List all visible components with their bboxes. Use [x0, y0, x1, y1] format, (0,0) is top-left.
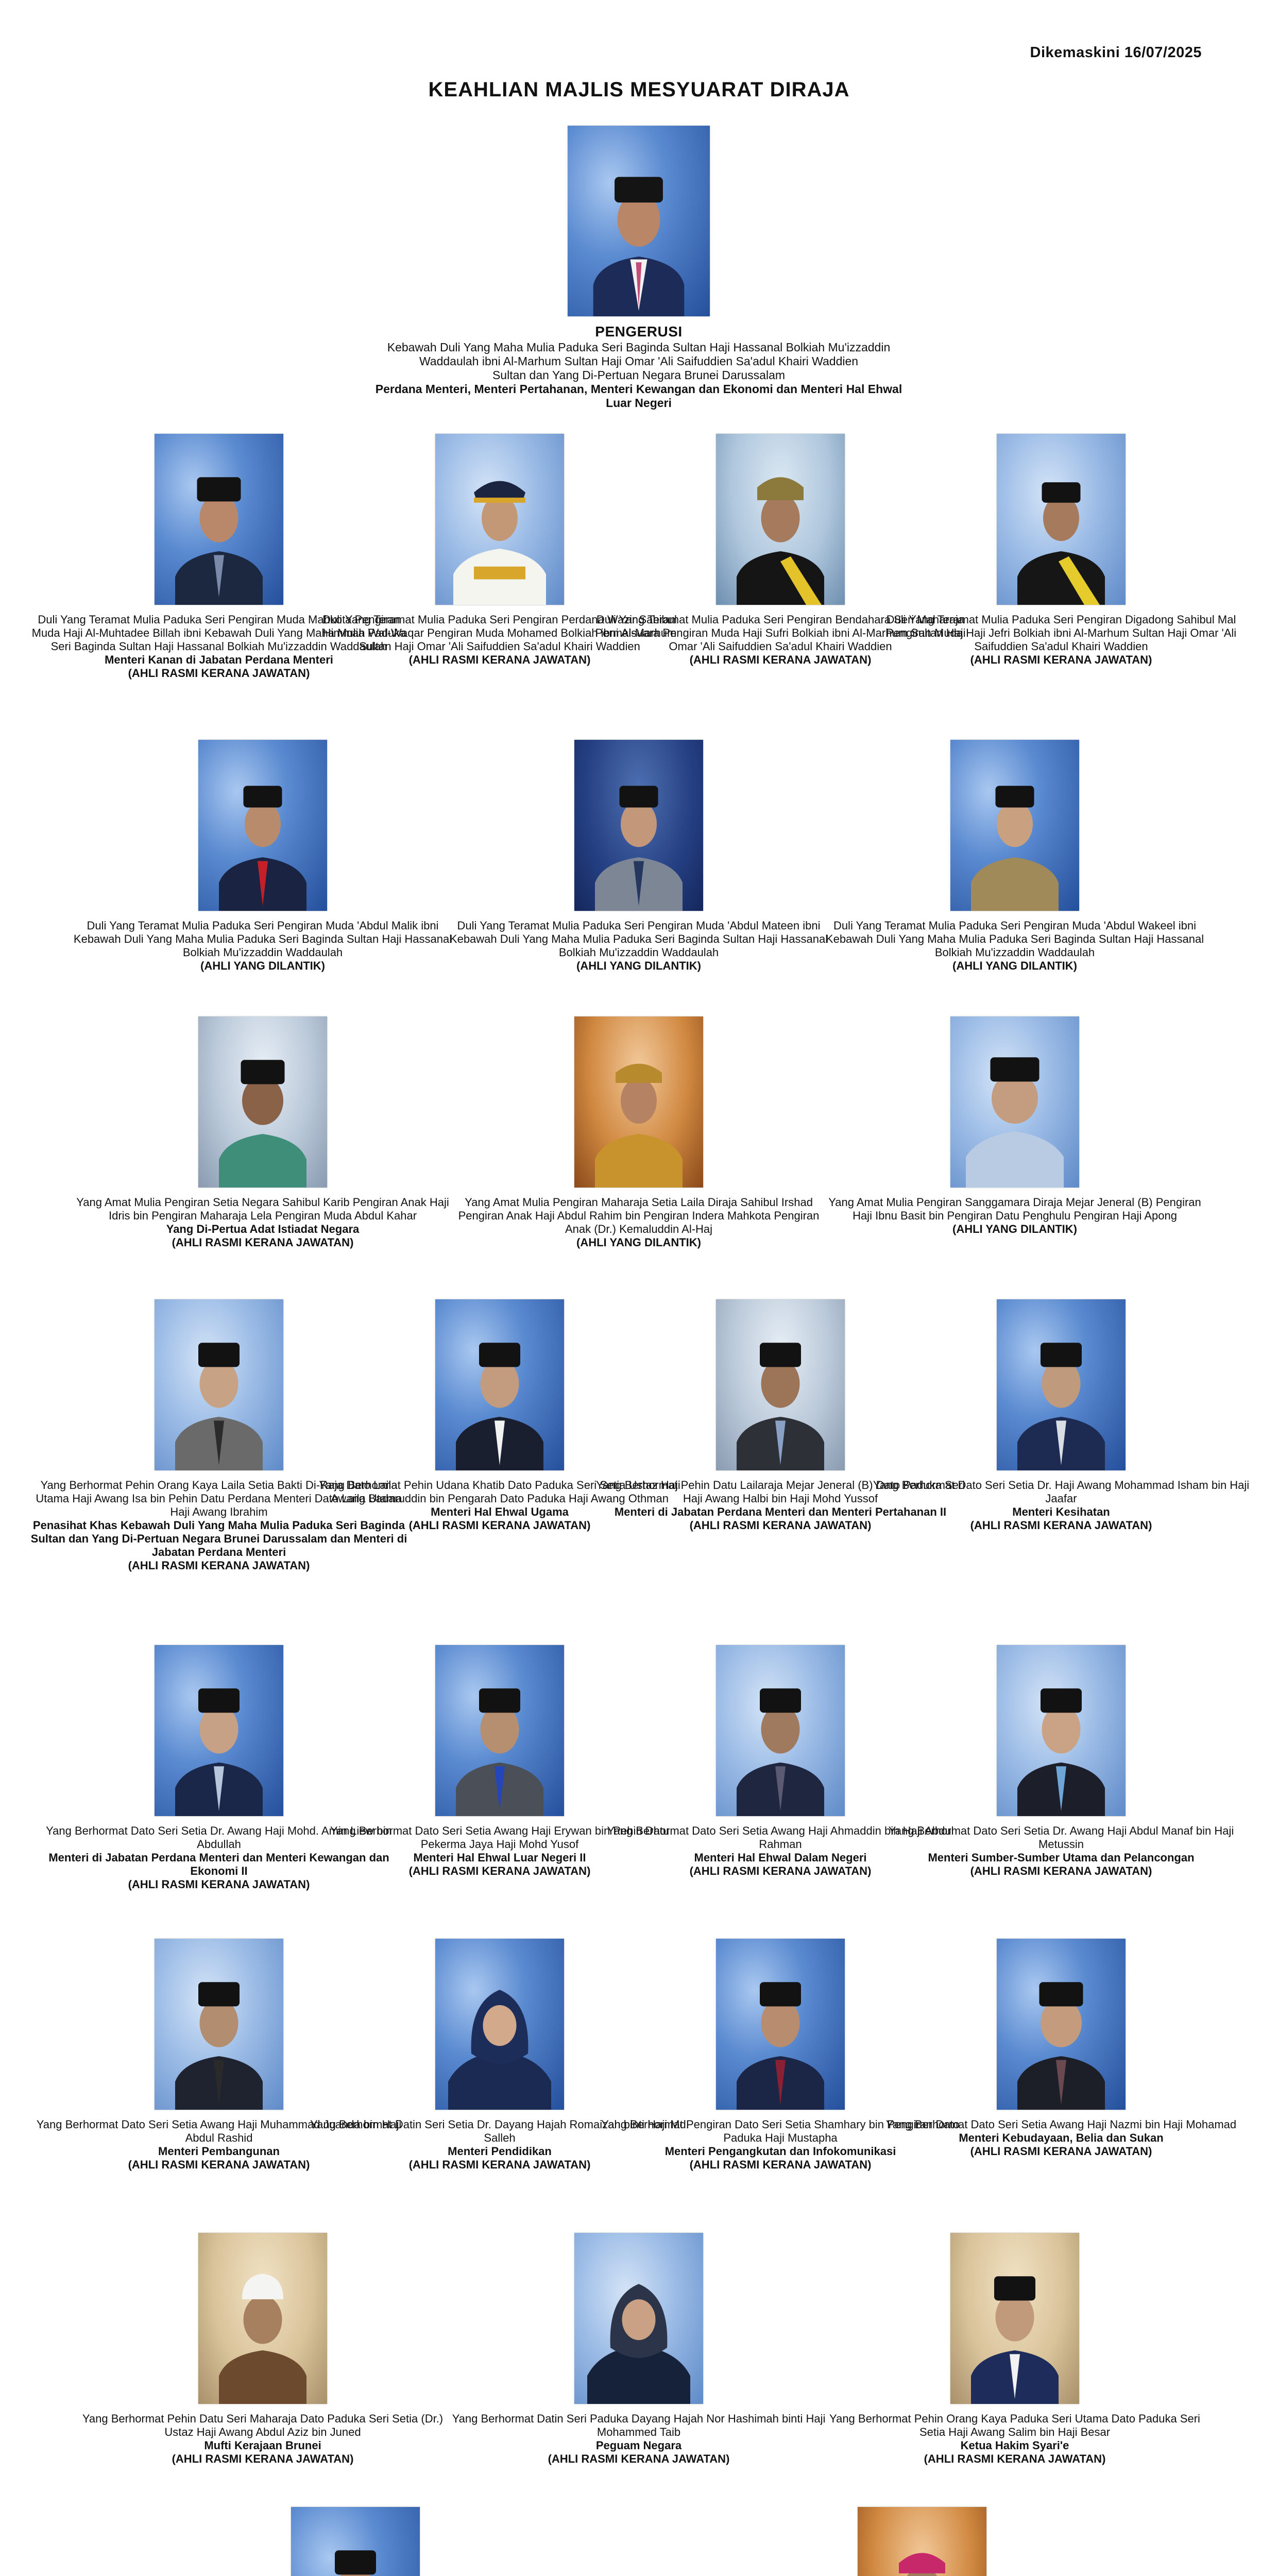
member-name: Yang Berhormat Dato Seri Setia Awang Haji Erywan bin Pehin Datu Pekerma Jaya Haji Mohd Yusof — [330, 1824, 670, 1851]
member-portrait — [950, 1016, 1079, 1188]
member-portrait — [997, 1645, 1126, 1816]
member-portrait — [435, 434, 564, 605]
member-name: Duli Yang Teramat Mulia Paduka Seri Pengiran Muda Mahkota Pengiran Muda Haji Al-Muhtadee Billah ibni Kebawah Duli Yang Maha Mulia Paduka Seri Baginda Sultan Haji Hassanal Bolkiah Mu'izzaddin Waddaulah — [31, 613, 406, 653]
member-portrait — [198, 1016, 327, 1188]
member-portrait — [574, 740, 703, 911]
member-status: (AHLI RASMI KERANA JAWATAN) — [128, 2158, 310, 2171]
member-portrait — [435, 1299, 564, 1470]
member-portrait — [435, 1939, 564, 2110]
last-updated-date: Dikemaskini 16/07/2025 — [1030, 44, 1202, 61]
member-status: (AHLI RASMI KERANA JAWATAN) — [689, 653, 872, 666]
member-card — [448, 2233, 829, 2466]
member-card — [871, 434, 1252, 667]
member-card — [448, 740, 829, 973]
member-name: Yang Amat Mulia Pengiran Sanggamara Diraja Mejar Jeneral (B) Pengiran Haji Ibnu Basit bin Pengiran Datu Penghulu Pengiran Haji Apong — [828, 1196, 1201, 1222]
member-post: Menteri Pendidikan — [448, 2145, 552, 2158]
chair-name-line: Sultan dan Yang Di-Pertuan Negara Brunei Darussalam — [492, 368, 786, 382]
member-status: (AHLI RASMI KERANA JAWATAN) — [970, 653, 1152, 666]
member-post: Menteri Hal Ehwal Dalam Negeri — [694, 1851, 867, 1864]
member-post: Penasihat Khas Kebawah Duli Yang Maha Mulia Paduka Seri Baginda Sultan dan Yang Di-Pertuan Negara Brunei Darussalam dan Menteri di Jabatan Perdana Menteri — [30, 1519, 407, 1558]
member-status: (AHLI RASMI KERANA JAWATAN) — [689, 1519, 872, 1532]
member-portrait — [716, 1299, 845, 1470]
member-post: Ketua Hakim Syari'e — [960, 2439, 1069, 2452]
member-name: Yang Berhormat Dato Seri Setia Awang Haji Ahmaddin bin Haji Abdul Rahman — [607, 1824, 954, 1851]
member-post: Mufti Kerajaan Brunei — [204, 2439, 321, 2452]
member-card — [72, 1016, 453, 1249]
member-portrait — [950, 740, 1079, 911]
member-portrait — [997, 1939, 1126, 2110]
member-card — [448, 1016, 829, 1249]
member-status: (AHLI RASMI KERANA JAWATAN) — [689, 2158, 872, 2171]
member-name: Yang Berhormat Pehin Orang Kaya Laila Setia Bakti Di-Raja Dato Laila Utama Haji Awang Isa bin Pehin Datu Perdana Menteri Dato Laila Utama Haji Awang Ibrahim — [36, 1479, 402, 1518]
member-portrait — [155, 434, 283, 605]
member-post: Yang Di-Pertua Adat Istiadat Negara — [166, 1223, 360, 1235]
chair-name-line: Waddaulah ibni Al-Marhum Sultan Haji Omar 'Ali Saifuddien Sa'adul Khairi Waddien — [419, 354, 859, 368]
member-name: Yang Berhormat Dato Seri Setia Dr. Haji Awang Mohammad Isham bin Haji Jaafar — [873, 1479, 1250, 1505]
member-card — [871, 1645, 1252, 1878]
member-status: (AHLI RASMI KERANA JAWATAN) — [924, 2452, 1106, 2465]
member-name: Yang Berhormat Pengiran Dato Seri Setia Shamhary bin Pengiran Dato Paduka Haji Mustapha — [601, 2118, 960, 2144]
member-name: Duli Yang Teramat Mulia Paduka Seri Pengiran Muda 'Abdul Wakeel ibni Kebawah Duli Yang Maha Mulia Paduka Seri Baginda Sultan Haji Hassanal Bolkiah Mu'izzaddin Waddaulah — [825, 919, 1204, 959]
member-status: (AHLI RASMI KERANA JAWATAN) — [128, 667, 310, 680]
member-post: Menteri di Jabatan Perdana Menteri dan Menteri Pertahanan II — [614, 1505, 947, 1518]
member-status: (AHLI RASMI KERANA JAWATAN) — [408, 1519, 591, 1532]
member-name: Yang Berhormat Pehin Orang Kaya Paduka Seri Utama Dato Paduka Seri Setia Haji Awang Salim bin Haji Besar — [829, 2412, 1200, 2438]
member-card — [824, 740, 1205, 973]
member-status: (AHLI YANG DILANTIK) — [952, 959, 1077, 972]
member-status: (AHLI YANG DILANTIK) — [576, 1236, 701, 1249]
chair-role: PENGERUSI — [595, 324, 683, 340]
member-card — [82, 2507, 628, 2576]
member-name: Yang Berhormat Dato Seri Setia Awang Haji Nazmi bin Haji Mohamad — [885, 2118, 1237, 2131]
member-status: (AHLI RASMI KERANA JAWATAN) — [408, 2158, 591, 2171]
member-status: (AHLI YANG DILANTIK) — [200, 959, 325, 972]
member-portrait — [291, 2507, 420, 2576]
member-name: Yang Berhormat Pehin Datu Seri Maharaja Dato Paduka Seri Setia (Dr.) Ustaz Haji Awang Abdul Aziz bin Juned — [82, 2412, 444, 2438]
member-name: Yang Amat Mulia Pengiran Maharaja Setia Laila Diraja Sahibul Irshad Pengiran Anak Haji Abdul Rahim bin Pengiran Indera Mahkota Pengiran Anak (Dr.) Kemaluddin Al-Haj — [458, 1196, 820, 1235]
member-portrait — [716, 1645, 845, 1816]
member-status: (AHLI RASMI KERANA JAWATAN) — [128, 1878, 310, 1891]
member-card — [824, 1016, 1205, 1236]
member-portrait — [574, 1016, 703, 1188]
member-card — [649, 2507, 1195, 2576]
member-post: Menteri Sumber-Sumber Utama dan Pelancongan — [928, 1851, 1195, 1864]
member-name: Yang Amat Mulia Pengiran Setia Negara Sahibul Karib Pengiran Anak Haji Idris bin Pengiran Maharaja Lela Pengiran Muda Abdul Kahar — [76, 1196, 449, 1222]
chair-name-line: Kebawah Duli Yang Maha Mulia Paduka Seri Baginda Sultan Haji Hassanal Bolkiah Mu'izzaddin — [387, 341, 891, 354]
member-post: Menteri Hal Ehwal Ugama — [431, 1505, 569, 1518]
member-portrait — [155, 1645, 283, 1816]
member-portrait — [716, 434, 845, 605]
member-name: Yang Berhormat Pehin Datu Lailaraja Mejar Jeneral (B) Dato Paduka Seri Haji Awang Halbi bin Haji Mohd Yussof — [595, 1479, 965, 1505]
chair-post: Perdana Menteri, Menteri Pertahanan, Menteri Kewangan dan Ekonomi dan Menteri Hal Ehwal Luar Negeri — [375, 382, 902, 410]
member-status: (AHLI RASMI KERANA JAWATAN) — [689, 1865, 872, 1877]
member-portrait — [574, 2233, 703, 2404]
member-portrait — [198, 740, 327, 911]
member-portrait — [155, 1939, 283, 2110]
chair-portrait — [568, 126, 710, 316]
member-post: Menteri Pembangunan — [158, 2145, 280, 2158]
member-portrait — [198, 2233, 327, 2404]
member-status: (AHLI RASMI KERANA JAWATAN) — [172, 1236, 354, 1249]
member-name: Duli Yang Teramat Mulia Paduka Seri Pengiran Digadong Sahibul Mal Pengiran Muda Haji Jefri Bolkiah ibni Al-Marhum Sultan Haji Omar 'Ali Saifuddien Sa'adul Khairi Waddien — [885, 613, 1237, 653]
member-status: (AHLI RASMI KERANA JAWATAN) — [548, 2452, 730, 2465]
member-portrait — [716, 1939, 845, 2110]
member-status: (AHLI RASMI KERANA JAWATAN) — [408, 653, 591, 666]
member-post: Peguam Negara — [595, 2439, 682, 2452]
member-post: Menteri Kanan di Jabatan Perdana Menteri — [105, 653, 333, 666]
member-portrait — [997, 434, 1126, 605]
member-name: Yang Berhormat Pehin Udana Khatib Dato Paduka Seri Setia Ustaz Haji Awang Badaruddin bin Pengarah Dato Paduka Haji Awang Othman — [319, 1479, 680, 1505]
member-portrait — [155, 1299, 283, 1470]
member-portrait — [858, 2507, 986, 2576]
member-status: (AHLI RASMI KERANA JAWATAN) — [970, 1519, 1152, 1532]
member-status: (AHLI RASMI KERANA JAWATAN) — [408, 1865, 591, 1877]
member-name: Yang Berhormat Datin Seri Setia Dr. Dayang Hajah Romaizah binti Haji Md. Salleh — [310, 2118, 689, 2144]
member-portrait — [435, 1645, 564, 1816]
member-post: Menteri di Jabatan Perdana Menteri dan Menteri Kewangan dan Ekonomi II — [48, 1851, 389, 1877]
member-status: (AHLI RASMI KERANA JAWATAN) — [970, 2145, 1152, 2158]
member-portrait — [997, 1299, 1126, 1470]
member-status: (AHLI YANG DILANTIK) — [576, 959, 701, 972]
member-card — [72, 740, 453, 973]
chair-card — [371, 126, 907, 410]
member-card — [824, 2233, 1205, 2466]
member-name: Duli Yang Teramat Mulia Paduka Seri Pengiran Muda 'Abdul Mateen ibni Kebawah Duli Yang Maha Mulia Paduka Seri Baginda Sultan Haji Hassanal Bolkiah Mu'izzaddin Waddaulah — [449, 919, 828, 959]
member-name: Yang Berhormat Dato Seri Setia Dr. Awang Haji Abdul Manaf bin Haji Metussin — [888, 1824, 1234, 1851]
member-name: Duli Yang Teramat Mulia Paduka Seri Pengiran Perdana Wazir Sahibul Himmah Wal-Waqar Pengiran Muda Mohamed Bolkiah ibni Al-Marhum Sultan Haji Omar 'Ali Saifuddien Sa'adul Khairi Waddien — [322, 613, 677, 653]
member-card — [72, 2233, 453, 2466]
member-post: Menteri Kebudayaan, Belia dan Sukan — [959, 2131, 1164, 2144]
member-status: (AHLI RASMI KERANA JAWATAN) — [128, 1559, 310, 1572]
member-card — [871, 1939, 1252, 2158]
member-post: Menteri Kesihatan — [1012, 1505, 1110, 1518]
member-post: Menteri Hal Ehwal Luar Negeri II — [413, 1851, 586, 1864]
member-name: Duli Yang Teramat Mulia Paduka Seri Pengiran Bendahara Seri Maharaja Permaisuara Pengiran Muda Haji Sufri Bolkiah ibni Al-Marhum Sultan Haji Omar 'Ali Saifuddien Sa'adul Khairi Waddien — [595, 613, 966, 653]
member-status: (AHLI RASMI KERANA JAWATAN) — [172, 2452, 354, 2465]
member-portrait — [950, 2233, 1079, 2404]
member-name: Duli Yang Teramat Mulia Paduka Seri Pengiran Muda 'Abdul Malik ibni Kebawah Duli Yang Maha Mulia Paduka Seri Baginda Sultan Haji Hassanal Bolkiah Mu'izzaddin Waddaulah — [73, 919, 452, 959]
member-card — [871, 1299, 1252, 1532]
member-name: Yang Berhormat Dato Seri Setia Dr. Awang Haji Mohd. Amin Liew bin Abdullah — [46, 1824, 392, 1851]
member-status: (AHLI YANG DILANTIK) — [952, 1223, 1077, 1235]
page-title: KEAHLIAN MAJLIS MESYUARAT DIRAJA — [428, 78, 850, 101]
member-name: Yang Berhormat Dato Seri Setia Awang Haji Muhammad Juanda bin Haji Abdul Rashid — [36, 2118, 402, 2144]
member-post: Menteri Pengangkutan dan Infokomunikasi — [664, 2145, 896, 2158]
member-status: (AHLI RASMI KERANA JAWATAN) — [970, 1865, 1152, 1877]
member-name: Yang Berhormat Datin Seri Paduka Dayang Hajah Nor Hashimah binti Haji Mohammed Taib — [452, 2412, 826, 2438]
